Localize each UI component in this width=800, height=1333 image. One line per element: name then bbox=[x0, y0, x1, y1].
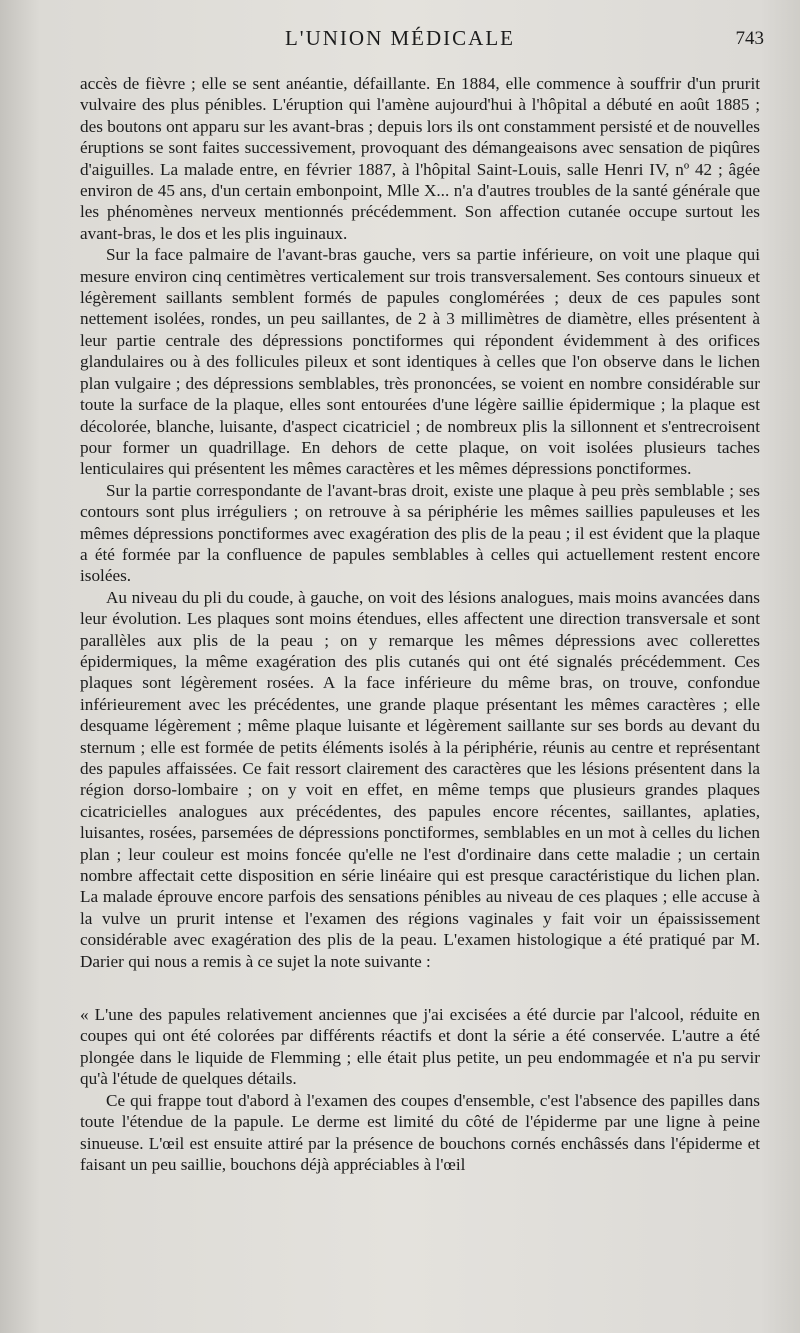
body-text bbox=[80, 73, 760, 1175]
page-header bbox=[0, 26, 800, 56]
paragraph-3: Sur la partie correspondante de l'avant-bras droit, existe une plaque à peu près semblable ; ses contours sont plus irréguliers ; on retrouve à sa périphérie les mêmes saillies papuleuses et les mêmes dépressions ponctiformes avec exagération des plis de la peau ; il est évident que la plaque a été formée par la confluence de papules semblables à celles qui actuellement restent encore isolées. bbox=[80, 480, 760, 586]
paragraph-4: Au niveau du pli du coude, à gauche, on voit des lésions analogues, mais moins avancées dans leur évolution. Les plaques sont moins étendues, elles affectent une direction transversale et sont parallèles aux plis de la peau ; on y remarque les mêmes dépressions avec collerettes épidermiques, la même exagération des plis cutanés qui ont été signalés précédemment. Ces plaques sont légèrement rosées. A la face inférieure du même bras, on trouve, confondue inférieurement avec les précédentes, une grande plaque présentant les mêmes caractères ; elle desquame légèrement ; même plaque luisante et légèrement saillante sur ses bords au devant du sternum ; elle est formée de petits éléments isolés à la périphérie, réunis au centre et représentant des papules affaissées. Ce fait ressort clairement des caractères que les lésions présentent dans la région dorso-lombaire ; on y voit en effet, en même temps que plusieurs grandes plaques cicatricielles analogues aux précédentes, des papules encore récentes, saillantes, aplaties, luisantes, rosées, parsemées de dépressions ponctiformes, semblables en un mot à celles du lichen plan ; leur couleur est moins foncée qu'elle ne l'est d'ordinaire dans cette maladie ; un certain nombre affectait cette disposition en série linéaire qui est presque caractéristique du lichen plan. La malade éprouve encore parfois des sensations pénibles au niveau de ces plaques ; elle accuse à la vulve un prurit intense et l'examen des régions vaginales y fait voir un épaississement considérable avec exagération des plis de la peau. L'examen histologique a été pratiqué par M. Darier qui nous a remis à ce sujet la note suivante : bbox=[80, 587, 760, 971]
paragraph-5-quote: « L'une des papules relativement anciennes que j'ai excisées a été durcie par l'alcool, réduite en coupes qui ont été colorées par différents réactifs et dont la série a été conservée. L'autre a été plongée dans le liquide de Flemming ; elle était plus petite, un peu endommagée et n'a pu servir qu'à l'étude de quelques détails. bbox=[80, 1005, 760, 1089]
paragraph-1: accès de fièvre ; elle se sent anéantie, défaillante. En 1884, elle commence à souffrir d'un prurit vulvaire des plus pénibles. L'éruption qui l'amène aujourd'hui à l'hôpital a débuté en août 1885 ; des boutons ont apparu sur les avant-bras ; depuis lors ils ont constamment persisté et de nouvelles éruptions se sont faites successivement, provoquant des démangeaisons avec sensation de piqûres d'aiguilles. La malade entre, en février 1887, à l'hôpital Saint-Louis, salle Henri IV, nº 42 ; âgée environ de 45 ans, d'un certain embonpoint, Mlle X... n'a d'autres troubles de la santé générale que les phénomènes nerveux mentionnés précédemment. Son affection cutanée occupe surtout les avant-bras, le dos et les plis inguinaux. bbox=[80, 74, 760, 243]
paragraph-6: Ce qui frappe tout d'abord à l'examen des coupes d'ensemble, c'est l'absence des papilles dans toute l'étendue de la papule. Le derme est limité du côté de l'épiderme par une ligne à peine sinueuse. L'œil est ensuite attiré par la présence de bouchons cornés enchâssés dans l'épiderme et faisant un peu saillie, bouchons déjà appréciables à l'œil bbox=[80, 1090, 760, 1174]
page-number: 743 bbox=[735, 28, 764, 49]
paragraph-2: Sur la face palmaire de l'avant-bras gauche, vers sa partie inférieure, on voit une plaque qui mesure environ cinq centimètres verticalement sur trois transversalement. Ses contours sinueux et légèrement saillants semblent formés de papules conglomérées ; deux de ces papules sont nettement isolées, rondes, un peu saillantes, de 2 à 3 millimètres de diamètre, elles présentent à leur partie centrale des dépressions ponctiformes qui répondent évidemment à des orifices glandulaires ou à des follicules pileux et sont identiques à celles que l'on observe dans le lichen plan vulgaire ; des dépressions semblables, très prononcées, se voient en nombre considérable sur toute la surface de la plaque, elles sont entourées d'une légère saillie épidermique ; la plaque est décolorée, blanche, luisante, d'aspect cicatriciel ; de nombreux plis la sillonnent et s'entrecroisent pour former un quadrillage. En dehors de cette plaque, on voit isolées plusieurs taches lenticulaires qui présentent les mêmes caractères et les mêmes dépressions ponctiformes. bbox=[80, 245, 760, 479]
running-title: L'UNION MÉDICALE bbox=[284, 26, 515, 50]
